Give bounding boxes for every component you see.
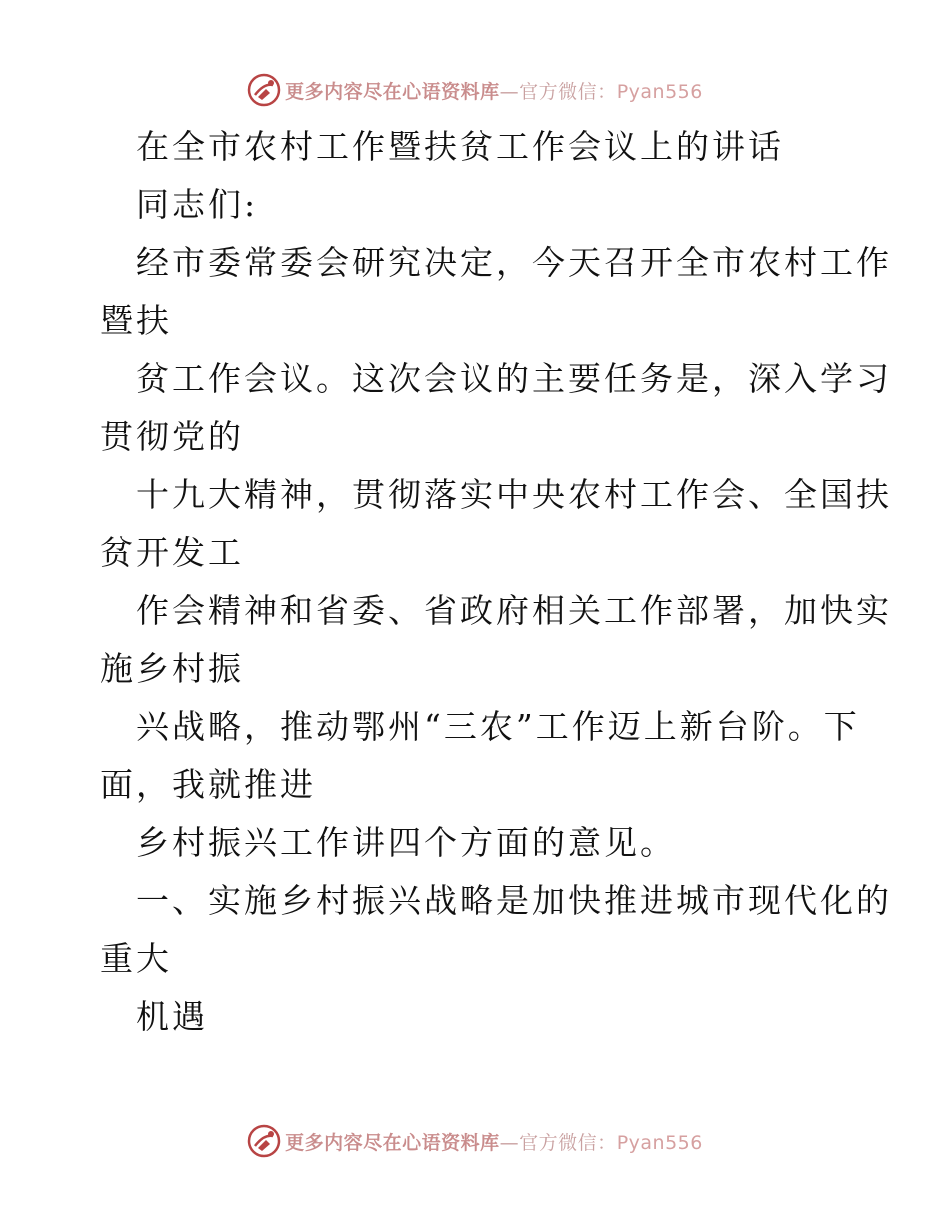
body-line: 贫工作会议。这次会议的主要任务是，深入学习 [136,359,892,398]
section-heading-continuation: 重大 [100,939,172,978]
watermark-separator: — [499,1131,520,1154]
body-line: 兴战略，推动鄂州“三农”工作迈上新台阶。下 [136,707,860,746]
body-line: 作会精神和省委、省政府相关工作部署，加快实 [136,591,892,630]
body-line: 乡村振兴工作讲四个方面的意见。 [136,823,676,862]
document-title: 在全市农村工作暨扶贫工作会议上的讲话 [136,127,784,166]
watermark-text [285,1128,703,1155]
watermark-main: 更多内容尽在心语资料库 [285,1131,500,1154]
section-heading: 一、实施乡村振兴战略是加快推进城市现代化的 [136,881,892,920]
body-line: 暨扶 [100,301,172,340]
watermark-label: 官方微信： [519,1131,617,1154]
mouse-book-logo-icon [247,1124,281,1158]
body-line: 十九大精神，贯彻落实中央农村工作会、全国扶 [136,475,892,514]
watermark-main: 更多内容尽在心语资料库 [285,80,500,103]
watermark-id: Pyan556 [616,1131,703,1154]
body-line: 贫开发工 [100,533,244,572]
header-watermark [0,70,950,110]
section-heading-continuation: 机遇 [136,997,208,1036]
watermark-label: 官方微信： [519,80,617,103]
watermark-separator: — [499,80,520,103]
document-body [100,118,892,1046]
body-line: 经市委常委会研究决定，今天召开全市农村工作 [136,243,892,282]
footer-watermark [0,1121,950,1161]
body-line: 贯彻党的 [100,417,244,456]
salutation: 同志们: [136,185,259,224]
mouse-book-logo-icon [247,73,281,107]
body-line: 施乡村振 [100,649,244,688]
watermark-id: Pyan556 [616,80,703,103]
body-line: 面，我就推进 [100,765,316,804]
watermark-text [285,77,703,104]
